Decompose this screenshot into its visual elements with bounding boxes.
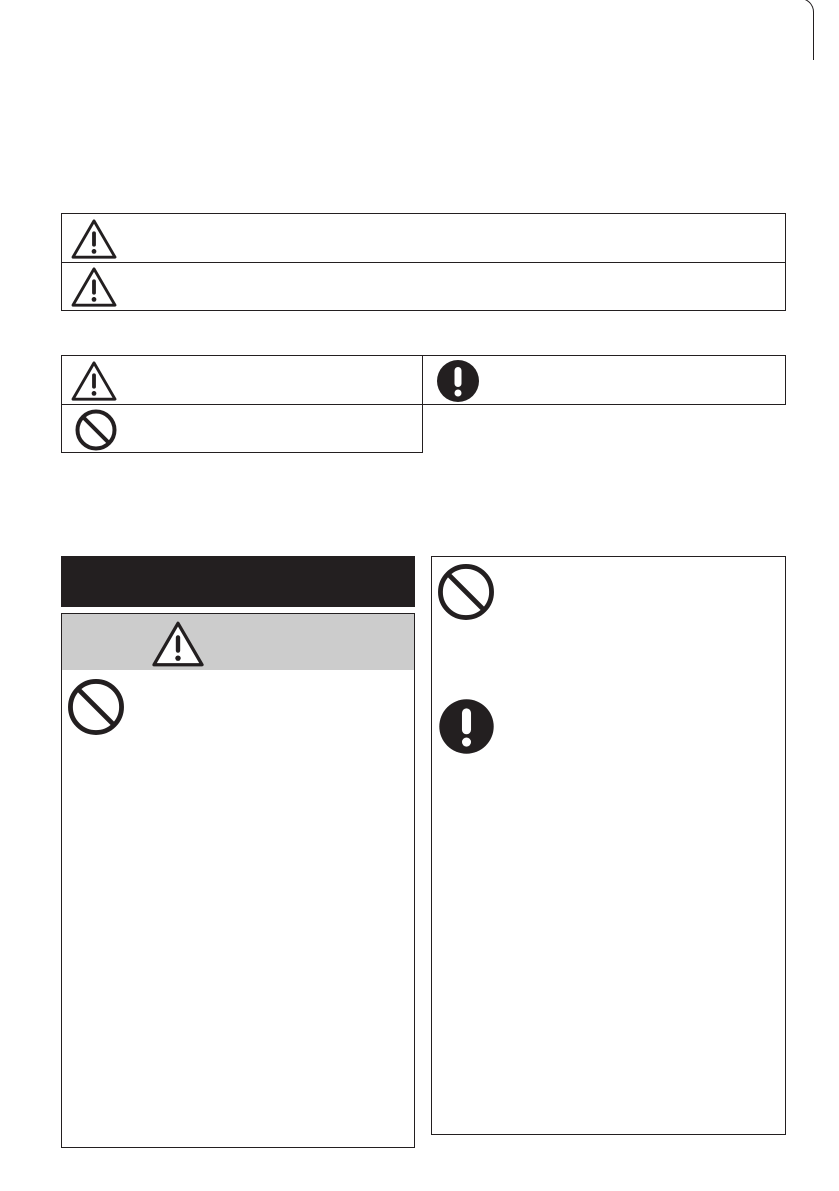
symbol-legend-prohibited <box>61 404 423 453</box>
right-safety-panel <box>431 556 786 1135</box>
right-panel-item-2-text <box>504 705 774 1105</box>
symbol-legend-warning-text <box>132 371 412 391</box>
signal-word-legend <box>61 213 786 311</box>
prohibited-icon <box>67 678 125 736</box>
mandatory-exclamation-icon <box>436 359 480 403</box>
legend-row-1-text <box>132 228 772 248</box>
warning-triangle-icon <box>150 620 206 668</box>
right-panel-item-1-text <box>504 569 774 689</box>
legend-row-2-text <box>132 276 772 296</box>
warning-triangle-icon <box>69 266 119 308</box>
legend-divider <box>62 262 785 263</box>
left-panel-item-1-text <box>134 684 404 884</box>
symbol-legend-mandatory <box>422 355 786 405</box>
safety-section-header <box>61 556 415 607</box>
symbol-legend-warning <box>61 355 423 405</box>
warning-triangle-icon <box>69 218 119 260</box>
prohibited-icon <box>437 563 495 621</box>
prohibited-icon <box>75 409 117 451</box>
crop-mark <box>780 0 814 60</box>
mandatory-exclamation-icon <box>438 698 495 755</box>
symbol-legend-mandatory-text <box>493 371 773 391</box>
warning-bar <box>62 614 414 670</box>
warning-bar-label <box>214 633 394 653</box>
left-safety-panel <box>61 613 415 1148</box>
warning-triangle-icon <box>69 360 119 402</box>
symbol-legend-prohibited-text <box>132 420 412 440</box>
